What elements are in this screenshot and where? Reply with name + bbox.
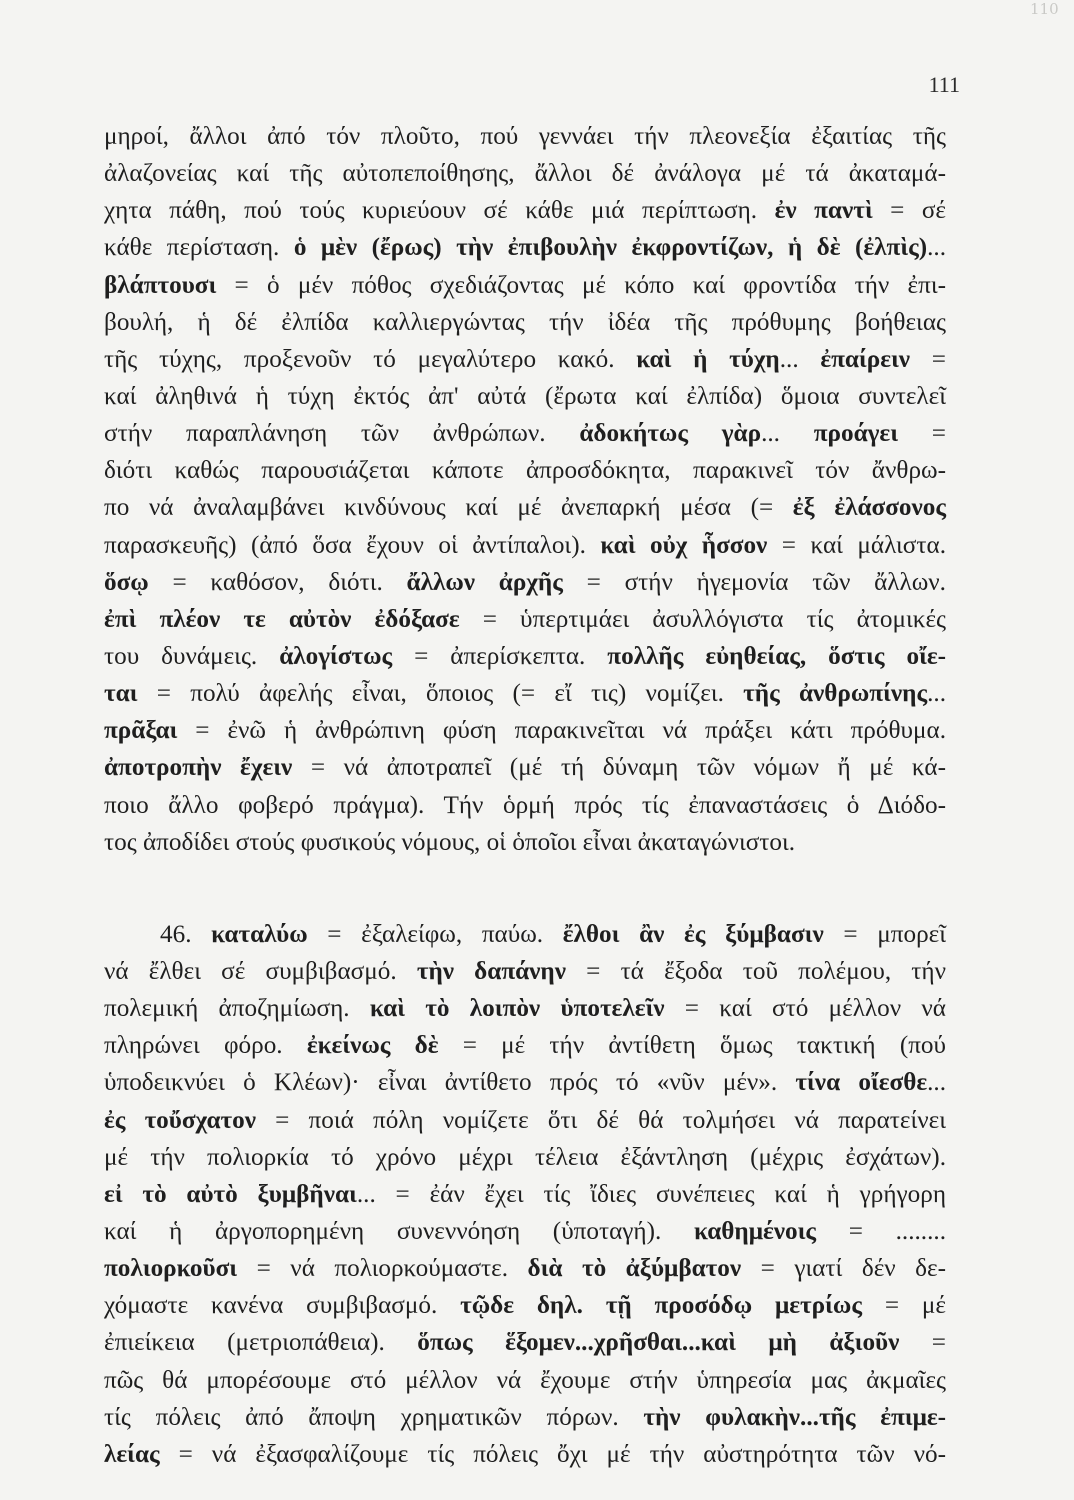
text-line [104,155,946,192]
gloss-text: = ἀπερίσκεπτα. [392,642,608,670]
gloss-text: = μέ [861,1292,946,1320]
gloss-text: μέ τήν πολιορκία τό χρόνο μέχρι τέλεια ἐξάντληση (μέχρις ἐσχάτων). [104,1143,946,1171]
lemma-term: πολλῆς εὐηθείας, ὅστις οἴε- [607,642,947,670]
lemma-term: τῆς ἀνθρωπίνης [743,680,928,708]
page-number: 111 [928,72,960,97]
gloss-text: παρασκευῆς) (ἀπό ὅσα ἔχουν οἱ ἀντίπαλοι). [104,531,601,559]
gloss-text: χόμαστε κανένα συμβιβασμό. [104,1292,461,1320]
text-line [104,601,946,638]
text-line [104,1176,946,1213]
gloss-text: = [910,345,946,373]
lemma-term: ἐπαίρειν [820,345,911,373]
lemma-term: ται [104,680,138,708]
text-line [104,1027,946,1064]
text-line [104,749,946,786]
lemma-term: καὶ οὐχ ἧσσον [600,531,768,559]
gloss-text: = σέ [872,197,947,225]
gloss-text: πολεμική ἀποζημίωση. [104,995,370,1023]
gloss-text: = ἐνῶ ἡ ἀνθρώπινη φύση παρακινεῖται νά πράξει κάτι πρόθυμα. [177,717,946,745]
gloss-text: νά ἔλθει σέ συμβιβασμό. [104,957,417,985]
gloss-text: του δυνάμεις. [104,642,280,670]
text-line [104,1324,946,1361]
gloss-text: = ........ [816,1217,946,1245]
text-line [104,953,946,990]
text-line [104,1362,946,1399]
text-line [104,1102,946,1139]
bleed-through-page-number: 110 [1030,0,1059,14]
gloss-text: τίς πόλεις ἀπό ἄποψη χρηματικῶν πόρων. [104,1403,644,1431]
text-line [104,1250,946,1287]
gloss-text: = καί μάλιστα. [767,531,946,559]
text-line [104,192,946,229]
lemma-term: τῷδε δηλ. τῇ προσόδῳ μετρίως [460,1292,862,1320]
gloss-text: καί ἡ ἀργοπορημένη συνεννόηση (ὑποταγή). [104,1217,694,1245]
gloss-text: = [898,420,946,448]
gloss-text: = καί στό μέλλον νά [664,995,946,1023]
text-line [104,118,946,155]
gloss-text: ... [779,345,821,373]
text-line [104,452,946,489]
lemma-term: καὶ ἡ τύχη [636,345,780,373]
gloss-text: = γιατί δέν δε- [741,1255,946,1283]
gloss-text: καί ἀληθινά ἡ τύχη ἐκτός ἀπ' αὐτά (ἔρωτα καί ἐλπίδα) ὅμοια συντελεῖ [104,382,946,410]
text-line [104,1399,946,1436]
gloss-text: = ὁ μέν πόθος σχεδιάζοντας μέ κόπο καί φροντίδα τήν ἐπι- [216,271,946,299]
gloss-text: βουλή, ἡ δέ ἐλπίδα καλλιεργώντας τήν ἰδέα τῆς πρόθυμης βοήθειας [104,308,946,336]
gloss-text: πῶς θά μπορέσουμε στό μέλλον νά ἔχουμε στήν ὑπηρεσία μας ἀκμαῖες [104,1366,946,1394]
text-line [104,304,946,341]
gloss-text: ... = ἐάν ἔχει τίς ἴδιες συνέπειες καί ἡ γρήγορη [356,1180,946,1208]
gloss-text: = μπορεῖ [823,920,946,948]
lemma-term: τὴν φυλακὴν...τῆς ἐπιμε- [643,1403,947,1431]
gloss-text: 46. [160,920,212,948]
lemma-term: ἐπὶ πλέον τε αὐτὸν ἐδόξασε [104,605,460,633]
lemma-term: καταλύω [211,920,308,948]
text-line [104,990,946,1027]
gloss-text: ποιο ἄλλο φοβερό πράγμα). Τήν ὁρμή πρός τίς ἐπαναστάσεις ὁ Διόδο- [104,791,946,819]
gloss-text: στήν παραπλάνηση τῶν ἀνθρώπων. [104,420,580,448]
lemma-term: ἐν παντὶ [774,197,873,225]
lemma-term: ἀδοκήτως γὰρ [579,420,762,448]
gloss-text: = τά ἔξοδα τοῦ πολέμου, τήν [565,957,946,985]
lemma-term: λείας [104,1440,160,1468]
gloss-text: = [899,1329,946,1357]
gloss-text: χητα πάθη, πού τούς κυριεύουν σέ κάθε μιά περίπτωση. [104,197,775,225]
lemma-term: τίνα οἴεσθε [795,1069,928,1097]
gloss-text: τος ἀποδίδει στούς φυσικούς νόμους, οἱ ὁποῖοι εἶναι ἀκαταγώνιστοι. [104,828,796,856]
lemma-term: καὶ τὸ λοιπὸν ὑποτελεῖν [369,995,665,1023]
gloss-text: ἐπιείκεια (μετριοπάθεια). [104,1329,418,1357]
lemma-term: πολιορκοῦσι [104,1255,238,1283]
gloss-text: ἀλαζονείας καί τῆς αὐτοπεποίθησης, ἄλλοι δέ ἀνάλογα μέ τά ἀκαταμά- [104,160,946,188]
gloss-text: τῆς τύχης, προξενοῦν τό μεγαλύτερο κακό. [104,345,637,373]
text-line [104,341,946,378]
lemma-term: ὅσῳ [104,568,149,596]
text-line [104,1213,946,1250]
lemma-term: διὰ τὸ ἀξύμβατον [527,1255,742,1283]
lemma-term: βλάπτουσι [104,271,217,299]
gloss-text: ὑποδεικνύει ὁ Κλέων)· εἶναι ἀντίθετο πρός τό «νῦν μέν». [104,1069,796,1097]
text-line [104,378,946,415]
gloss-text: = στήν ἡγεμονία τῶν ἄλλων. [562,568,946,596]
text-line [104,787,946,824]
lemma-term: ἐκείνως δὲ [306,1032,439,1060]
lemma-term: ἐς τοὔσχατον [104,1106,256,1134]
lemma-term: ὁ μὲν (ἔρως) τὴν ἐπιβουλὴν ἐκφροντίζων, ἡ δὲ (ἐλπὶς) [293,234,928,262]
gloss-text: ... [761,420,814,448]
text-line [104,1287,946,1324]
gloss-text: = πολύ ἀφελής εἶναι, ὅποιος (= εἴ τις) νομίζει. [137,680,744,708]
text-line [104,1139,946,1176]
gloss-text: = καθόσον, διότι. [148,568,407,596]
gloss-text: ... [927,1069,946,1097]
gloss-text: = μέ τήν ἀντίθετη ὅμως τακτική (πού [438,1032,946,1060]
gloss-text: = ὑπερτιμάει ἀσυλλόγιστα τίς ἀτομικές [459,605,947,633]
lemma-term: ἀλογίστως [279,642,393,670]
lemma-term: ἀποτροπὴν ἔχειν [104,754,293,782]
gloss-text: μηροί, ἄλλοι ἀπό τόν πλοῦτο, πού γεννάει τήν πλεονεξία ἐξαιτίας τῆς [104,123,946,150]
gloss-text: πο νά ἀναλαμβάνει κινδύνους καί μέ ἀνεπαρκή μέσα (= [104,494,793,522]
lemma-term: προάγει [813,420,899,448]
gloss-text: διότι καθώς παρουσιάζεται κάποτε ἀπροσδόκητα, παρακινεῖ τόν ἄνθρω- [104,457,946,485]
text-line [104,824,946,861]
lemma-term: ὅπως ἕξομεν...χρῆσθαι...καὶ μὴ ἀξιοῦν [417,1329,900,1357]
gloss-text: πληρώνει φόρο. [104,1032,307,1060]
gloss-text: ... [927,234,946,262]
gloss-text: ... [927,680,946,708]
text-line [104,489,946,526]
gloss-text: = νά ἐξασφαλίζουμε τίς πόλεις ὄχι μέ τήν αὐστηρότητα τῶν νό- [159,1440,946,1468]
text-line [104,1436,946,1473]
gloss-text: = νά πολιορκούμαστε. [237,1255,528,1283]
gloss-text: κάθε περίσταση. [104,234,294,262]
text-line [104,564,946,601]
text-line [104,675,946,712]
text-line [104,916,946,953]
lemma-term: τὴν δαπάνην [416,957,566,985]
text-line [104,267,946,304]
text-line [104,415,946,452]
lemma-term: ἐξ ἐλάσσονος [792,494,946,522]
text-line [104,1064,946,1101]
lemma-term: εἰ τὸ αὐτὸ ξυμβῆναι [104,1180,357,1208]
gloss-text: = νά ἀποτραπεῖ (μέ τή δύναμη τῶν νόμων ἤ μέ κά- [292,754,946,782]
paragraph-gap [104,861,946,916]
text-line [104,638,946,675]
gloss-text: = ἐξαλείφω, παύω. [307,920,563,948]
text-line [104,712,946,749]
lemma-term: πρᾶξαι [104,717,178,745]
commentary-text [104,118,946,1473]
lemma-term: ἔλθοι ἂν ἐς ξύμβασιν [562,920,824,948]
gloss-text: = ποιά πόλη νομίζετε ὅτι δέ θά τολμήσει νά παρατείνει [255,1106,946,1134]
lemma-term: ἄλλων ἀρχῆς [406,568,563,596]
text-line [104,527,946,564]
lemma-term: καθημένοις [693,1217,817,1245]
text-line [104,229,946,266]
